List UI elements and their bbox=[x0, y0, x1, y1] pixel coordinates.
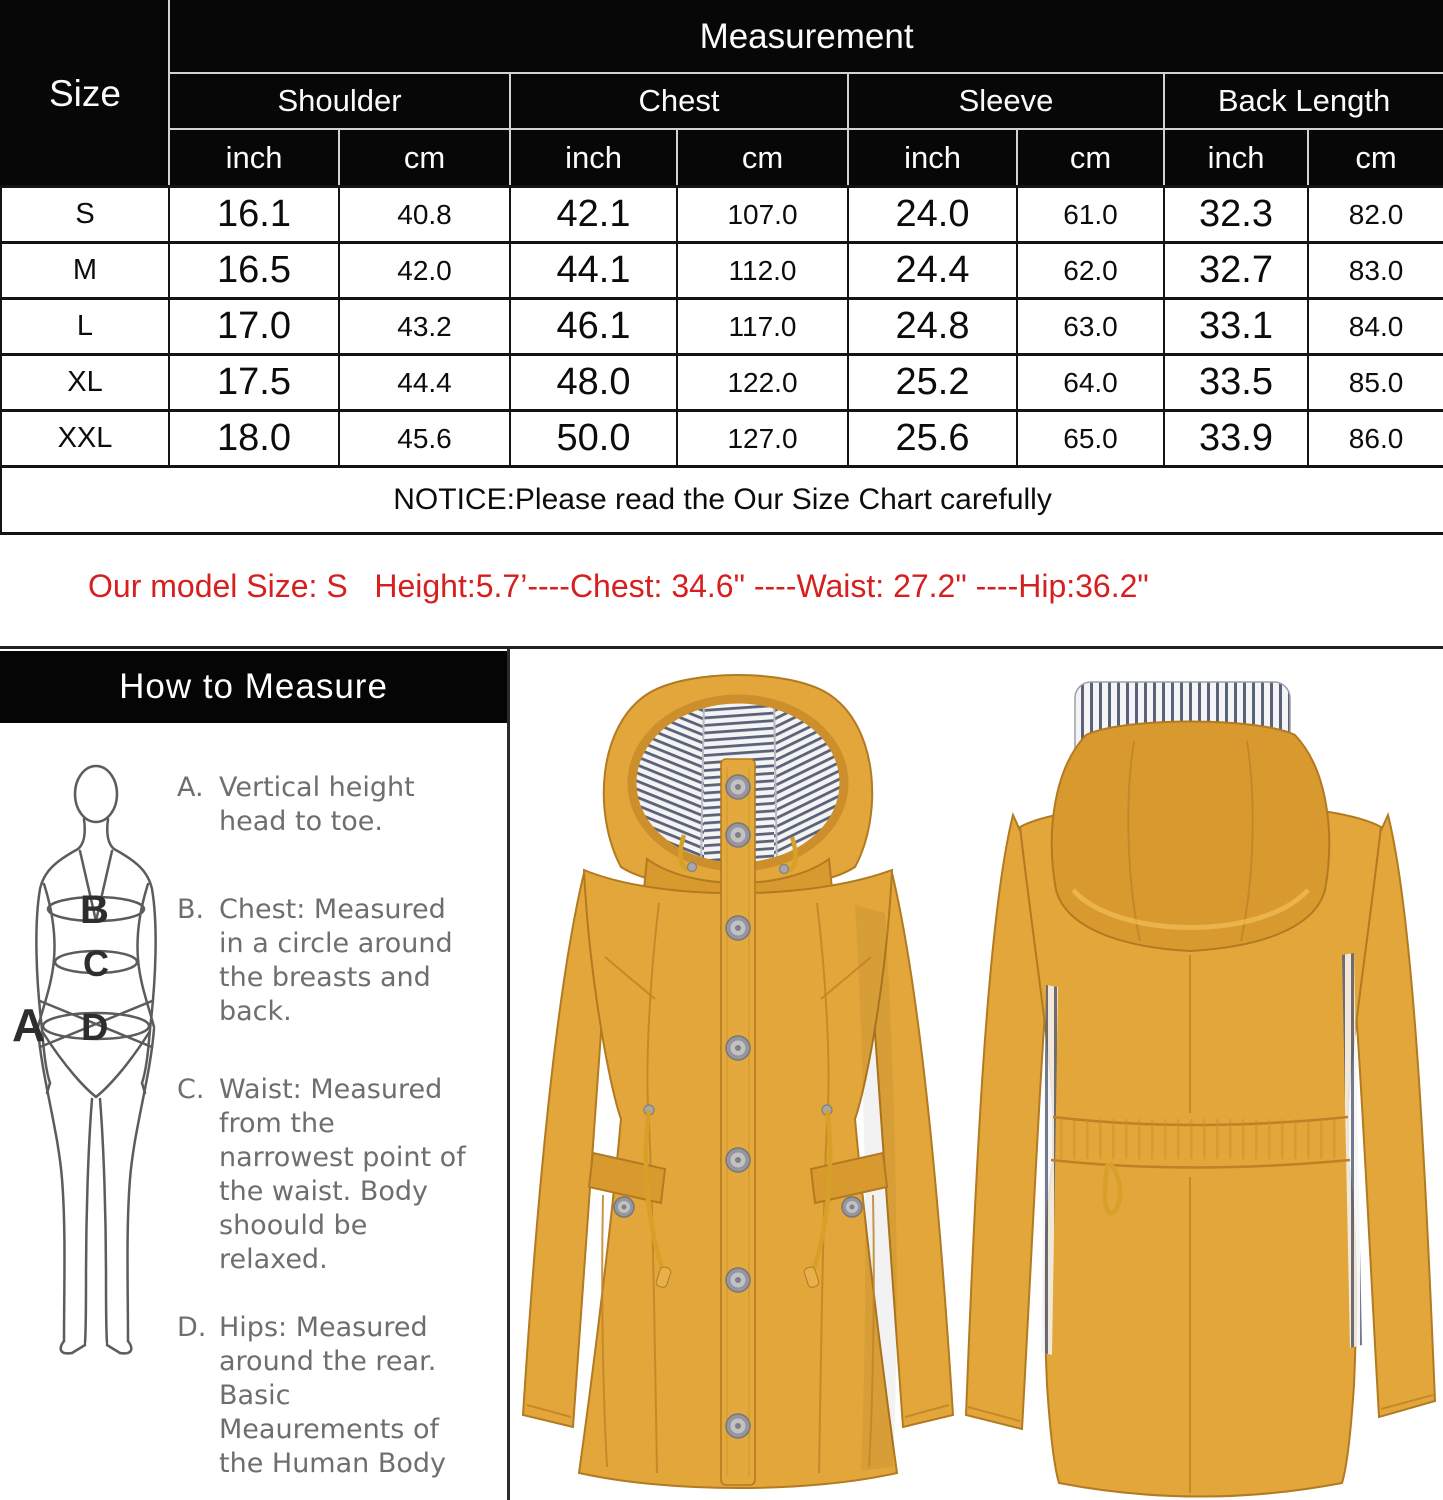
value-cell: 33.1 bbox=[1164, 299, 1308, 355]
unit-header-inch: inch bbox=[510, 129, 677, 187]
value-cell: 18.0 bbox=[169, 411, 339, 467]
measure-instructions bbox=[177, 771, 507, 1481]
table-row-xl bbox=[1, 355, 1443, 411]
body-measure-figure bbox=[6, 749, 206, 1374]
value-cell: 17.5 bbox=[169, 355, 339, 411]
raincoat-back-image bbox=[958, 655, 1443, 1500]
value-cell: 42.1 bbox=[510, 187, 677, 243]
how-to-measure-heading: How to Measure bbox=[119, 667, 388, 706]
value-cell: 65.0 bbox=[1017, 411, 1164, 467]
value-cell: 83.0 bbox=[1308, 243, 1443, 299]
value-cell: 40.8 bbox=[339, 187, 510, 243]
value-cell: 63.0 bbox=[1017, 299, 1164, 355]
value-cell: 16.1 bbox=[169, 187, 339, 243]
value-cell: 24.4 bbox=[848, 243, 1017, 299]
unit-header-inch: inch bbox=[1164, 129, 1308, 187]
instruction-text: Waist: Measured from the narrowest point of the waist. Body shoould be relaxed. bbox=[219, 1074, 466, 1275]
value-cell: 43.2 bbox=[339, 299, 510, 355]
table-row-xxl bbox=[1, 411, 1443, 467]
value-cell: 24.0 bbox=[848, 187, 1017, 243]
size-cell: M bbox=[1, 243, 169, 299]
value-cell: 122.0 bbox=[677, 355, 848, 411]
value-cell: 85.0 bbox=[1308, 355, 1443, 411]
raincoat-front-image bbox=[509, 655, 959, 1500]
group-header-sleeve: Sleeve bbox=[848, 73, 1164, 129]
value-cell: 112.0 bbox=[677, 243, 848, 299]
instruction-item-a bbox=[177, 771, 507, 839]
measurement-header: Measurement bbox=[169, 1, 1443, 73]
instruction-text: Chest: Measured in a circle around the breasts and back. bbox=[219, 894, 453, 1027]
group-header-shoulder: Shoulder bbox=[169, 73, 510, 129]
size-cell: S bbox=[1, 187, 169, 243]
instruction-label: D. bbox=[177, 1312, 207, 1343]
table-row-m bbox=[1, 243, 1443, 299]
value-cell: 50.0 bbox=[510, 411, 677, 467]
figure-label-a: A bbox=[12, 999, 46, 1051]
size-cell: L bbox=[1, 299, 169, 355]
figure-label-b: B bbox=[80, 888, 109, 932]
size-cell: XL bbox=[1, 355, 169, 411]
unit-header-cm: cm bbox=[677, 129, 848, 187]
unit-header-inch: inch bbox=[848, 129, 1017, 187]
how-to-measure-banner bbox=[0, 651, 507, 723]
instruction-item-c bbox=[177, 1073, 507, 1277]
instruction-text: Vertical height head to toe. bbox=[219, 772, 415, 837]
value-cell: 45.6 bbox=[339, 411, 510, 467]
value-cell: 16.5 bbox=[169, 243, 339, 299]
value-cell: 25.6 bbox=[848, 411, 1017, 467]
table-row-s bbox=[1, 187, 1443, 243]
model-info-text: Our model Size: S Height:5.7’----Chest: 34.6" ----Waist: 27.2" ----Hip:36.2" bbox=[88, 568, 1149, 604]
value-cell: 61.0 bbox=[1017, 187, 1164, 243]
unit-header-inch: inch bbox=[169, 129, 339, 187]
instruction-label: C. bbox=[177, 1074, 205, 1105]
value-cell: 24.8 bbox=[848, 299, 1017, 355]
figure-label-d: D bbox=[81, 1007, 109, 1049]
value-cell: 64.0 bbox=[1017, 355, 1164, 411]
instruction-label: B. bbox=[177, 894, 205, 925]
value-cell: 117.0 bbox=[677, 299, 848, 355]
value-cell: 84.0 bbox=[1308, 299, 1443, 355]
unit-header-cm: cm bbox=[1017, 129, 1164, 187]
instruction-text: Hips: Measured around the rear. Basic Meaurements of the Human Body bbox=[219, 1312, 447, 1479]
value-cell: 62.0 bbox=[1017, 243, 1164, 299]
how-to-measure-section bbox=[0, 646, 1443, 1500]
value-cell: 44.4 bbox=[339, 355, 510, 411]
value-cell: 86.0 bbox=[1308, 411, 1443, 467]
value-cell: 33.5 bbox=[1164, 355, 1308, 411]
value-cell: 48.0 bbox=[510, 355, 677, 411]
value-cell: 42.0 bbox=[339, 243, 510, 299]
size-column-header: Size bbox=[1, 1, 169, 187]
value-cell: 33.9 bbox=[1164, 411, 1308, 467]
size-cell: XXL bbox=[1, 411, 169, 467]
instruction-item-d bbox=[177, 1311, 507, 1481]
notice-row bbox=[1, 467, 1443, 534]
value-cell: 17.0 bbox=[169, 299, 339, 355]
value-cell: 46.1 bbox=[510, 299, 677, 355]
size-chart-table bbox=[0, 0, 1443, 535]
value-cell: 127.0 bbox=[677, 411, 848, 467]
instruction-label: A. bbox=[177, 772, 204, 803]
notice-text: NOTICE:Please read the Our Size Chart carefully bbox=[1, 467, 1443, 534]
figure-label-c: C bbox=[83, 943, 109, 984]
value-cell: 32.3 bbox=[1164, 187, 1308, 243]
value-cell: 107.0 bbox=[677, 187, 848, 243]
group-header-back-length: Back Length bbox=[1164, 73, 1443, 129]
value-cell: 82.0 bbox=[1308, 187, 1443, 243]
value-cell: 25.2 bbox=[848, 355, 1017, 411]
table-row-l bbox=[1, 299, 1443, 355]
value-cell: 32.7 bbox=[1164, 243, 1308, 299]
instruction-item-b bbox=[177, 893, 507, 1029]
value-cell: 44.1 bbox=[510, 243, 677, 299]
unit-header-cm: cm bbox=[1308, 129, 1443, 187]
group-header-chest: Chest bbox=[510, 73, 848, 129]
unit-header-cm: cm bbox=[339, 129, 510, 187]
